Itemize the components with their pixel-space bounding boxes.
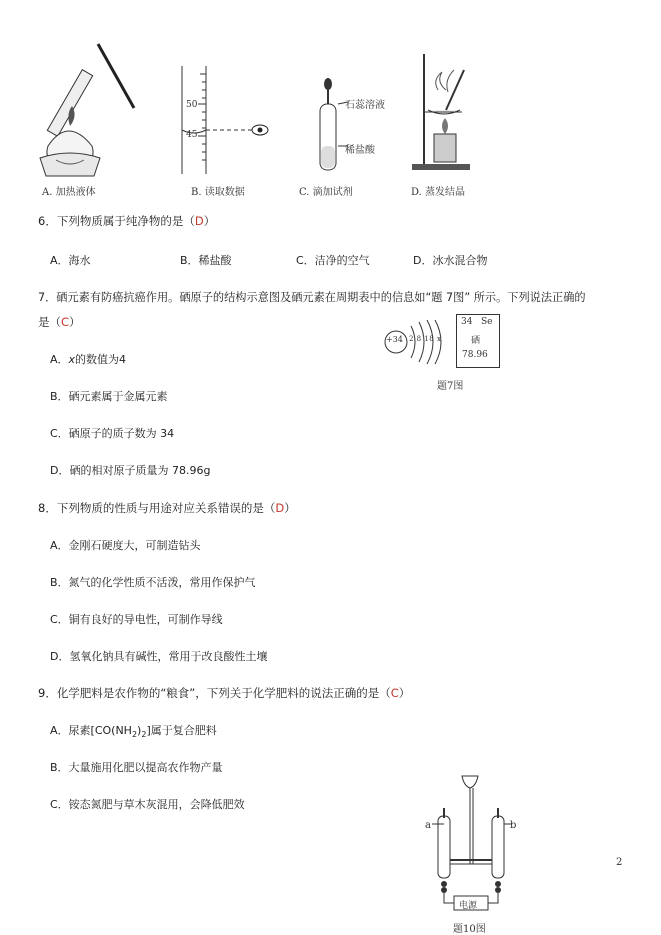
- electrode-label-b: b: [510, 820, 517, 831]
- question-6-stem: [38, 213, 215, 229]
- periodic-table-cell: [456, 314, 500, 368]
- atom-shell-electrons: 2 8 18 x: [409, 335, 442, 343]
- element-number: 34: [461, 317, 473, 327]
- q9-option-a-sub2: 2: [141, 730, 147, 740]
- element-name: 硒: [471, 336, 481, 346]
- cylinder-mark-50: 50: [186, 100, 198, 110]
- electrolysis-apparatus-figure: [420, 772, 530, 912]
- q6-stem-text: 6．下列物质属于纯净物的是（: [38, 214, 195, 228]
- question-9-stem: [38, 685, 410, 701]
- evaporation-figure: [408, 50, 478, 180]
- q7-option-a: [50, 351, 126, 367]
- q8-stem-text: 8．下列物质的性质与用途对应关系错误的是（: [38, 501, 276, 515]
- figure-c-caption: C. 滴加试剂: [299, 187, 353, 198]
- q8-option-c: C．铜有良好的导电性，可制作导线: [50, 613, 223, 626]
- q7-option-a-prefix: A．: [50, 353, 69, 366]
- q7-option-a-rest: 的数值为4: [75, 353, 127, 366]
- heating-liquid-figure: [28, 38, 148, 180]
- graduated-cylinder-figure: [172, 64, 272, 176]
- q7-answer: C: [61, 315, 70, 329]
- q7-option-d: D．硒的相对原子质量为 78.96g: [50, 464, 211, 477]
- question-8-stem: [38, 500, 296, 516]
- q7-close: ）: [69, 315, 81, 329]
- q9-close: ）: [398, 686, 411, 700]
- q9-option-c: C．铵态氮肥与草木灰混用，会降低肥效: [50, 798, 245, 811]
- element-mass: 78.96: [462, 350, 488, 360]
- q9-option-a-pre: A．尿素[CO(NH: [50, 724, 132, 737]
- q8-option-a: A．金刚石硬度大，可制造钻头: [50, 539, 201, 552]
- q8-option-d: D．氢氧化钠具有碱性，常用于改良酸性土壤: [50, 650, 268, 663]
- figure-10-caption: 题10图: [453, 924, 486, 935]
- q9-option-a-post: ]属于复合肥料: [146, 724, 217, 737]
- q6-answer: D: [194, 214, 204, 228]
- electrode-label-a: a: [425, 820, 431, 831]
- litmus-label: 石蕊溶液: [345, 100, 385, 111]
- cylinder-mark-45: 45: [186, 130, 198, 140]
- element-symbol: Se: [481, 317, 493, 327]
- q7-option-c: C．硒原子的质子数为 34: [50, 427, 175, 440]
- q7-stem-text: 是（: [38, 315, 61, 329]
- page-number: 2: [616, 857, 623, 868]
- q9-answer: C: [390, 686, 399, 700]
- dropper-figure: [310, 76, 350, 176]
- q9-option-a-sub1: 2: [131, 730, 138, 740]
- question-7-stem-line2: [38, 314, 81, 330]
- q9-stem-text: 9．化学肥料是农作物的“粮食”，下列关于化学肥料的说法正确的是（: [38, 686, 391, 700]
- q9-option-a: [50, 722, 217, 739]
- q8-answer: D: [275, 501, 285, 515]
- acid-label: 稀盐酸: [345, 145, 375, 156]
- q6-close: ）: [203, 214, 216, 228]
- q6-option-a: A．海水: [50, 254, 91, 267]
- figure-b-caption: B. 读取数据: [191, 187, 245, 198]
- q7-option-a-var: x: [68, 353, 76, 366]
- q6-option-c: C．洁净的空气: [296, 254, 370, 267]
- power-supply-label: 电源: [459, 901, 478, 911]
- atom-nucleus-charge: +34: [386, 335, 403, 344]
- figure-a-caption: A. 加热液体: [42, 187, 96, 198]
- q6-option-b: B．稀盐酸: [180, 254, 232, 267]
- figure-d-caption: D. 蒸发结晶: [411, 187, 466, 198]
- q6-option-d: D．冰水混合物: [413, 254, 488, 267]
- q7-option-b: B．硒元素属于金属元素: [50, 390, 168, 403]
- q8-close: ）: [284, 501, 296, 515]
- figure-7-caption: 题7图: [437, 381, 464, 392]
- q9-option-a-mid: ): [137, 724, 142, 737]
- question-7-stem-line1: 7．硒元素有防癌抗癌作用。硒原子的结构示意图及硒元素在周期表中的信息如“题 7图” 所示。下列说法正确的: [38, 291, 586, 304]
- q9-option-b: B．大量施用化肥以提高农作物产量: [50, 761, 223, 774]
- q8-option-b: B．氮气的化学性质不活泼，常用作保护气: [50, 576, 256, 589]
